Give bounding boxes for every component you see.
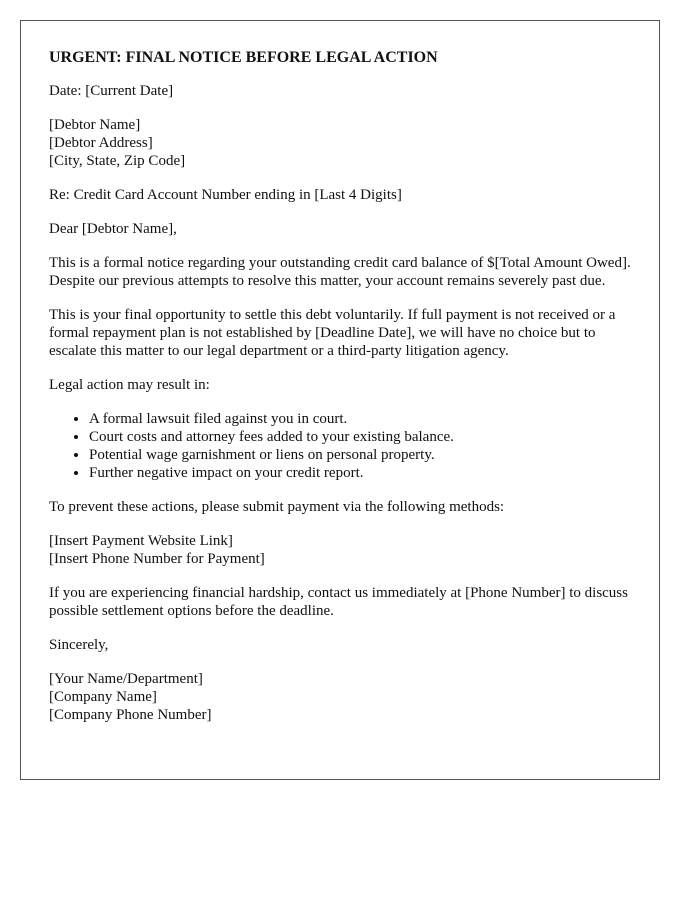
list-item: • Potential wage garnishment or liens on personal property. <box>89 446 631 464</box>
consequences-intro: Legal action may result in: <box>49 377 210 393</box>
payment-phone: [Insert Phone Number for Payment] <box>49 551 265 567</box>
paragraph-balance-notice: This is a formal notice regarding your outstanding credit card balance of $[Total Amount Owed]. Despite our previous attempts to resolve this matter, your account remains severely past due. <box>49 255 631 289</box>
re-line: Re: Credit Card Account Number ending in [Last 4 Digits] <box>49 187 402 203</box>
hardship-paragraph: If you are experiencing financial hardship, contact us immediately at [Phone Number] to discuss possible settlement options before the deadline. <box>49 585 628 619</box>
salutation: Dear [Debtor Name], <box>49 221 177 237</box>
debtor-name: [Debtor Name] <box>49 117 141 133</box>
paragraph-final-opportunity: This is your final opportunity to settle this debt voluntarily. If full payment is not received or a formal repayment plan is not established by [Deadline Date], we will have no choice but to escalate this matter to our legal department or a third-party litigation agency. <box>49 307 616 359</box>
signature-company-phone: [Company Phone Number] <box>49 707 212 723</box>
letter-document <box>20 20 660 780</box>
closing: Sincerely, <box>49 637 109 653</box>
date-line: Date: [Current Date] <box>49 83 174 99</box>
letter-title: URGENT: FINAL NOTICE BEFORE LEGAL ACTION <box>49 49 438 66</box>
payment-intro: To prevent these actions, please submit payment via the following methods: <box>49 499 505 515</box>
list-item: • Court costs and attorney fees added to your existing balance. <box>89 428 631 446</box>
payment-website: [Insert Payment Website Link] <box>49 533 233 549</box>
signature-block <box>49 670 631 724</box>
debtor-address-block <box>49 116 631 170</box>
signature-name-department: [Your Name/Department] <box>49 671 203 687</box>
debtor-address: [Debtor Address] <box>49 135 153 151</box>
debtor-city-state-zip: [City, State, Zip Code] <box>49 153 186 169</box>
list-item: • A formal lawsuit filed against you in court. <box>89 410 631 428</box>
list-item: • Further negative impact on your credit report. <box>89 464 631 482</box>
payment-methods-block <box>49 532 631 568</box>
consequences-list <box>49 410 631 482</box>
signature-company-name: [Company Name] <box>49 689 157 705</box>
